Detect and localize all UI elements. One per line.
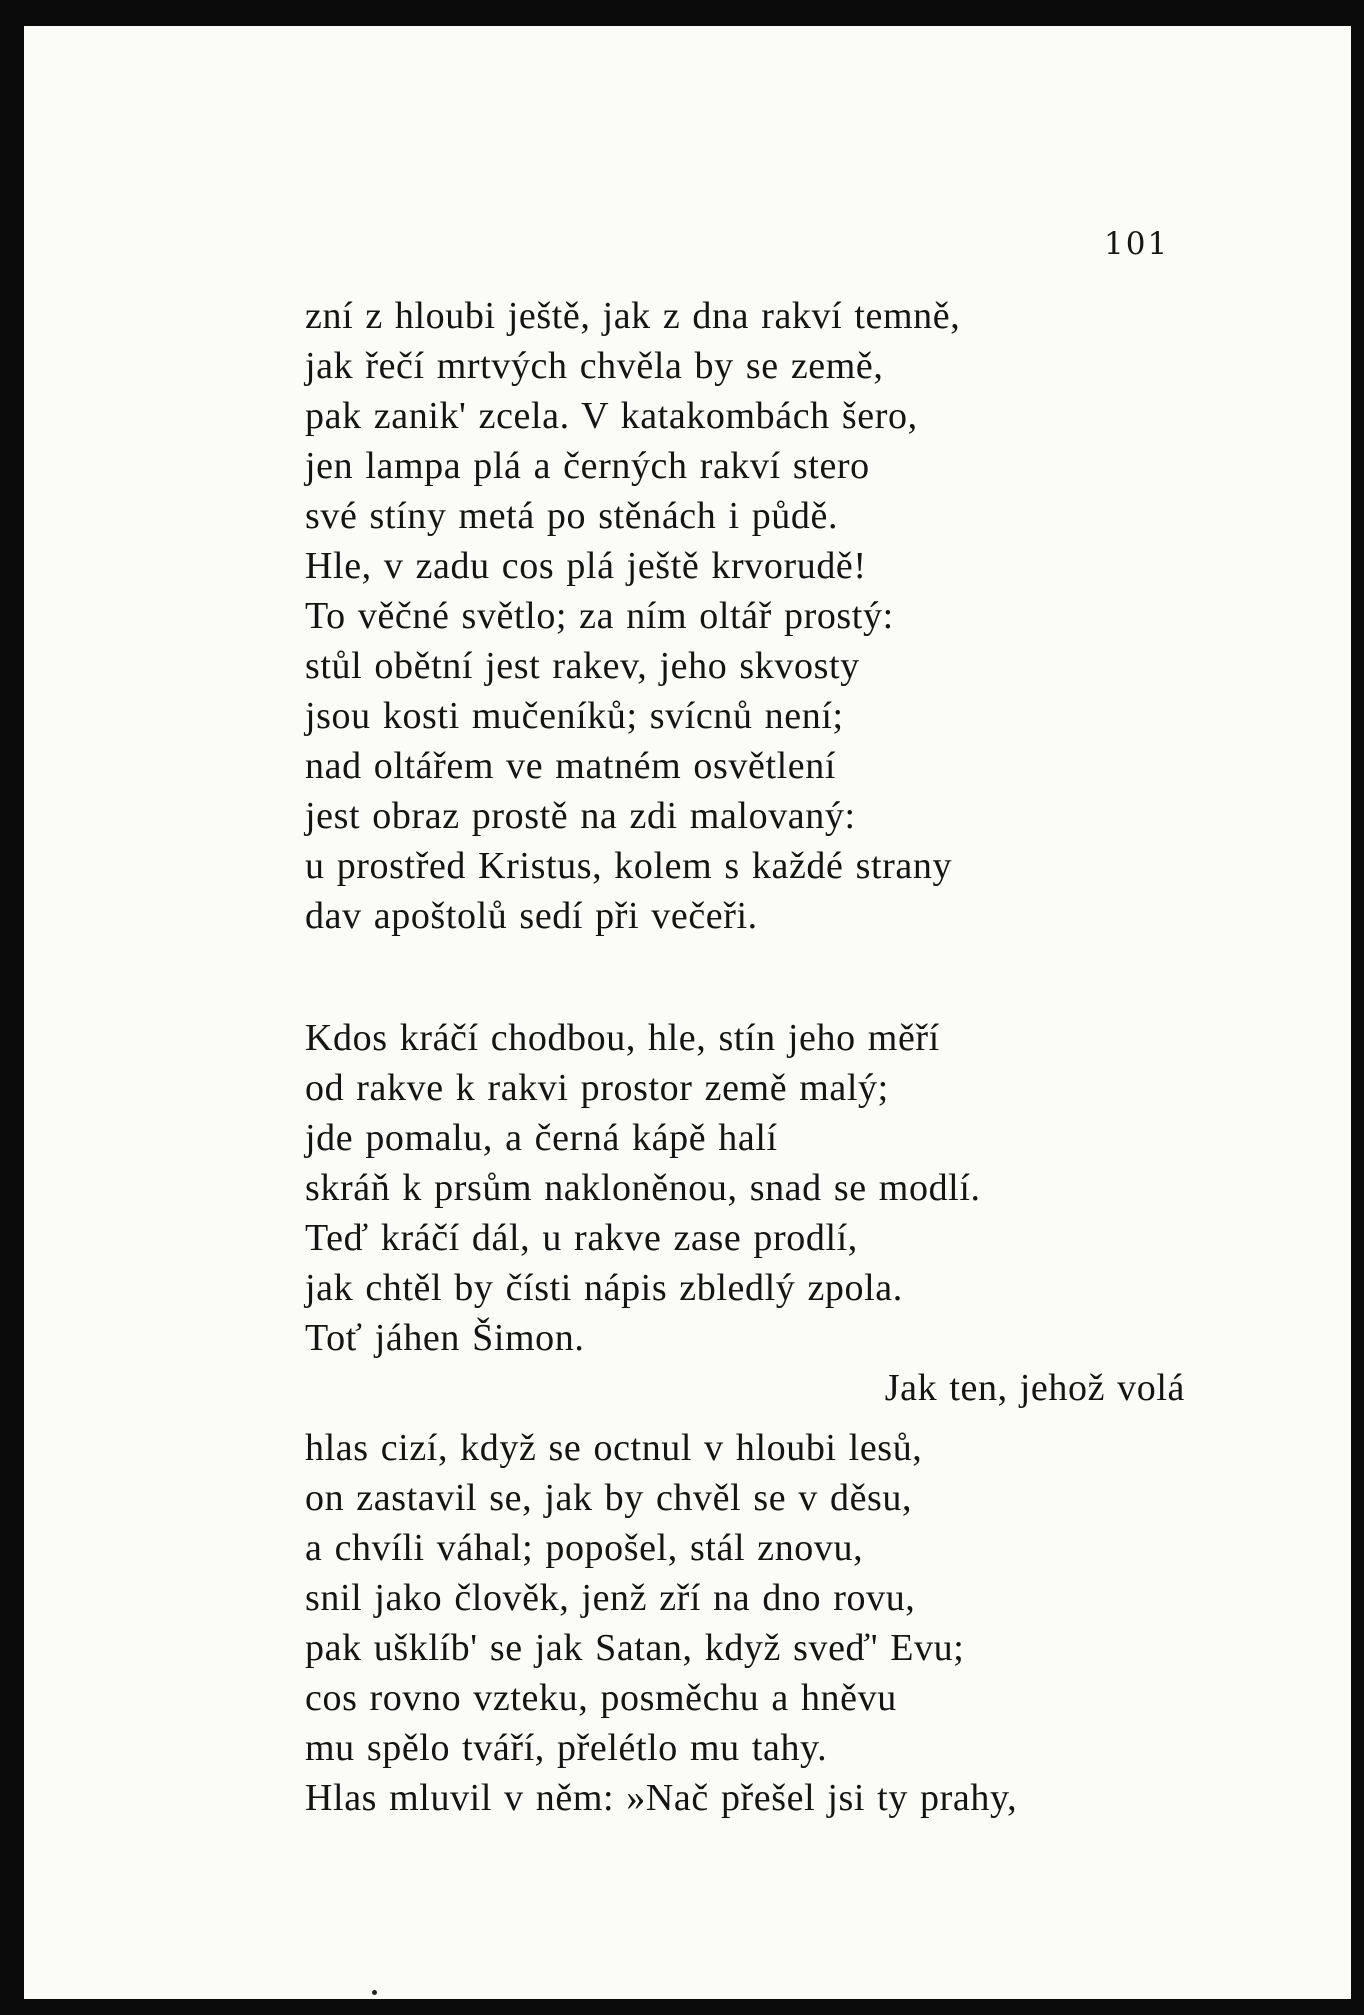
poem-line: Hlas mluvil v něm: »Nač přešel jsi ty prahy, — [305, 1777, 1018, 1819]
poem-line: cos rovno vzteku, posměchu a hněvu — [305, 1677, 897, 1719]
poem-line: zní z hloubi ještě, jak z dna rakví temně, — [305, 295, 961, 337]
poem-line: mu spělo tváří, přelétlo mu tahy. — [305, 1727, 828, 1769]
poem-line: od rakve k rakvi prostor země malý; — [305, 1067, 889, 1109]
poem-line: u prostřed Kristus, kolem s každé strany — [305, 845, 953, 887]
poem-line: a chvíli váhal; popošel, stál znovu, — [305, 1527, 864, 1569]
poem-line: on zastavil se, jak by chvěl se v děsu, — [305, 1477, 913, 1519]
page-number: 101 — [1104, 226, 1170, 262]
poem-line: jde pomalu, a černá kápě halí — [305, 1117, 778, 1159]
poem-line: skráň k prsům nakloněnou, snad se modlí. — [305, 1167, 981, 1209]
poem-line: Toť jáhen Šimon. — [305, 1317, 585, 1359]
poem-line: jak řečí mrtvých chvěla by se země, — [305, 345, 884, 387]
poem-line: pak ušklíb' se jak Satan, když sveď' Evu; — [305, 1627, 965, 1669]
poem-line: stůl obětní jest rakev, jeho skvosty — [305, 645, 860, 687]
poem-line: pak zanik' zcela. V katakombách šero, — [305, 395, 918, 437]
book-page — [24, 26, 1351, 1999]
poem-line: jsou kosti mučeníků; svícnů není; — [305, 695, 844, 737]
poem-line-continuation: Jak ten, jehož volá — [884, 1367, 1185, 1409]
poem-line: nad oltářem ve matném osvětlení — [305, 745, 836, 787]
poem-line: snil jako člověk, jenž zří na dno rovu, — [305, 1577, 916, 1619]
poem-line: hlas cizí, když se octnul v hloubi lesů, — [305, 1427, 923, 1469]
poem-line: jest obraz prostě na zdi malovaný: — [305, 795, 856, 837]
poem-line: jen lampa plá a černých rakví stero — [305, 445, 870, 487]
poem-line: své stíny metá po stěnách i půdě. — [305, 495, 839, 537]
poem-line: Hle, v zadu cos plá ještě krvorudě! — [305, 545, 867, 587]
poem-line: jak chtěl by čísti nápis zbledlý zpola. — [305, 1267, 903, 1309]
poem-line: To věčné světlo; za ním oltář prostý: — [305, 595, 894, 637]
poem-line: Teď kráčí dál, u rakve zase prodlí, — [305, 1217, 858, 1259]
scan-speck — [372, 1990, 377, 1995]
poem-line: Kdos kráčí chodbou, hle, stín jeho měří — [305, 1017, 940, 1059]
poem-line: dav apoštolů sedí při večeři. — [305, 895, 758, 937]
